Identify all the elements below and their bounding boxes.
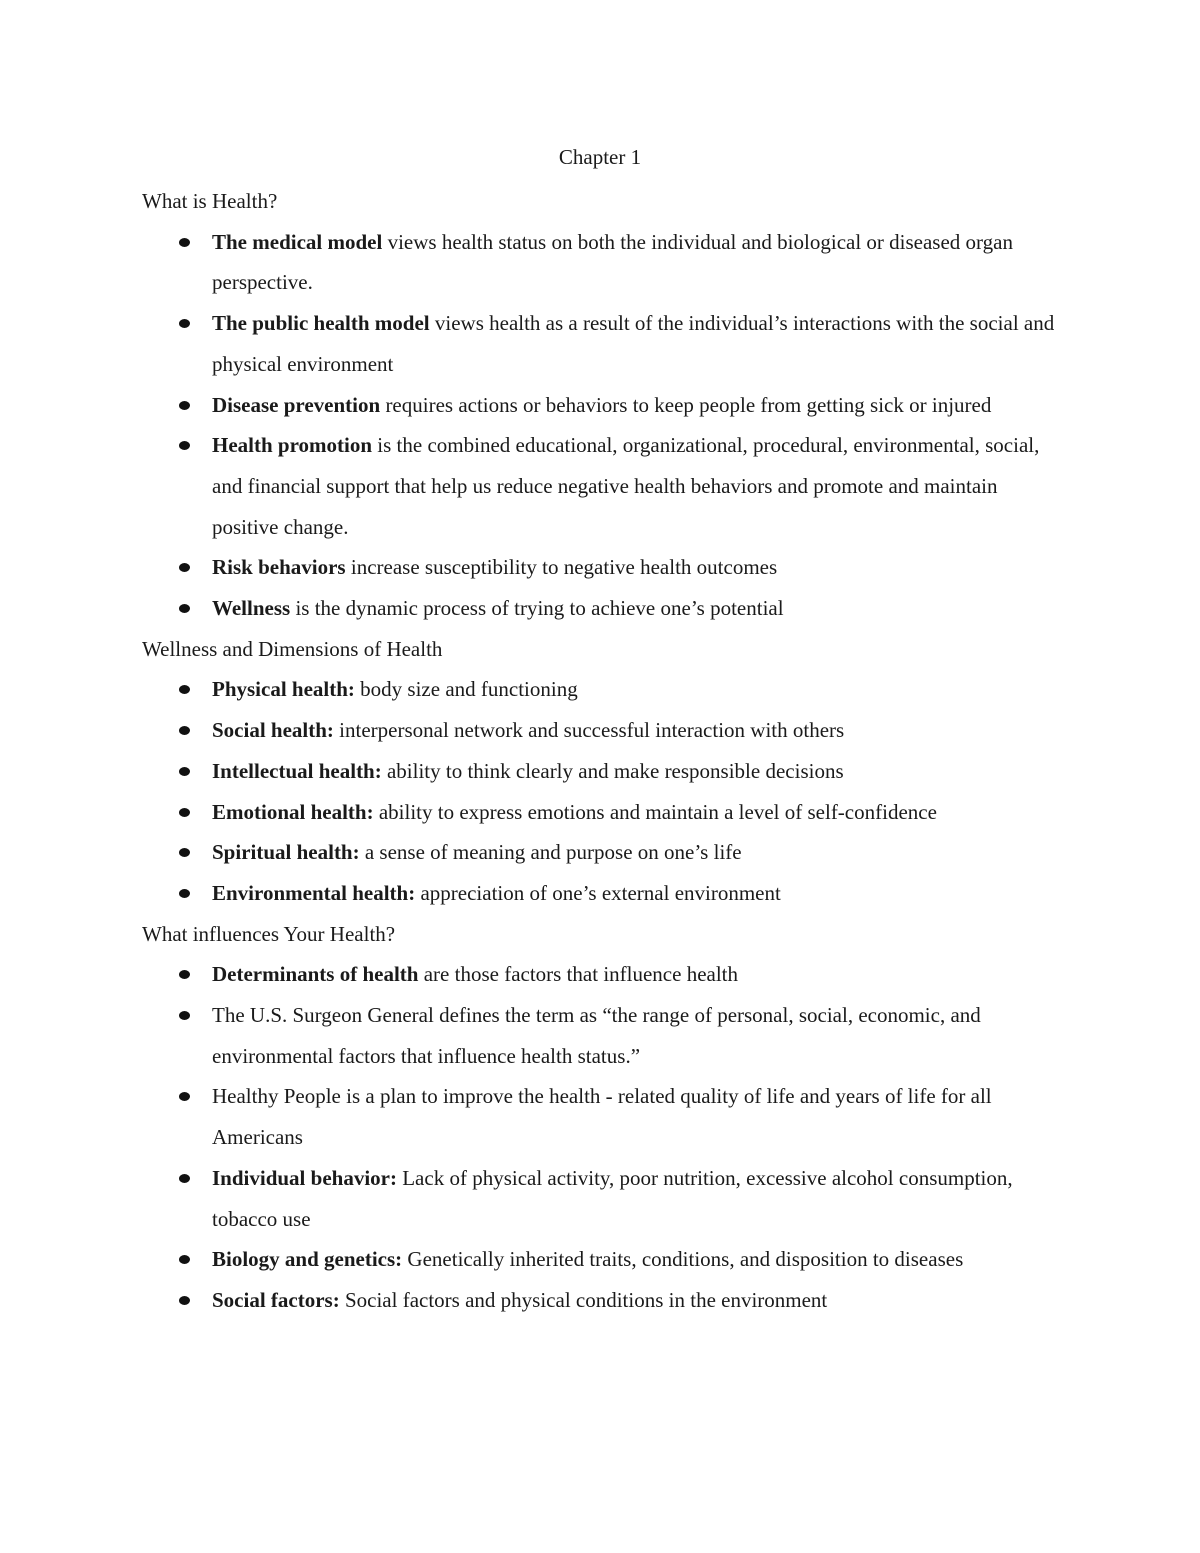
section-wellness-dimensions bbox=[142, 629, 1072, 914]
list-item bbox=[142, 1076, 1072, 1157]
item-term: Determinants of health bbox=[212, 962, 419, 987]
bullet-icon bbox=[179, 1092, 190, 1101]
bullet-icon bbox=[179, 889, 190, 898]
list-item bbox=[142, 954, 1072, 995]
item-term: Wellness bbox=[212, 596, 291, 621]
list-item bbox=[142, 588, 1072, 629]
list-item bbox=[142, 385, 1072, 426]
document-body bbox=[142, 181, 1072, 1321]
section-what-is-health bbox=[142, 181, 1072, 629]
item-text: views health status on both the individual and biological or diseased organ perspective. bbox=[212, 229, 1013, 295]
item-text: increase susceptibility to negative health outcomes bbox=[345, 555, 778, 580]
bullet-icon bbox=[179, 1255, 190, 1264]
section-heading: What is Health? bbox=[142, 189, 278, 213]
bullet-icon bbox=[179, 767, 190, 776]
item-text: is the dynamic process of trying to achieve one’s potential bbox=[290, 596, 784, 621]
item-term: The medical model bbox=[212, 229, 383, 254]
item-text: requires actions or behaviors to keep people from getting sick or injured bbox=[380, 392, 992, 417]
item-term: The public health model bbox=[212, 311, 430, 336]
bullet-list bbox=[142, 954, 1072, 1320]
list-item bbox=[142, 710, 1072, 751]
item-term: Environmental health: bbox=[212, 880, 416, 905]
item-text: is the combined educational, organizational, procedural, environmental, social, and financial support that help us reduce negative health behaviors and promote and maintain positive change. bbox=[212, 433, 1040, 539]
bullet-icon bbox=[179, 604, 190, 613]
item-term: Intellectual health: bbox=[212, 758, 382, 783]
bullet-icon bbox=[179, 685, 190, 694]
item-text: are those factors that influence health bbox=[418, 962, 739, 987]
item-term: Risk behaviors bbox=[212, 555, 346, 580]
list-item bbox=[142, 832, 1072, 873]
item-term: Spiritual health: bbox=[212, 840, 360, 865]
item-term: Health promotion bbox=[212, 433, 373, 458]
item-text: Healthy People is a plan to improve the health - related quality of life and years of life for all Americans bbox=[212, 1084, 992, 1150]
list-item bbox=[142, 222, 1072, 303]
bullet-icon bbox=[179, 726, 190, 735]
list-item bbox=[142, 425, 1072, 547]
item-term: Individual behavior: bbox=[212, 1165, 397, 1190]
item-term: Social factors: bbox=[212, 1287, 340, 1312]
bullet-icon bbox=[179, 441, 190, 450]
bullet-icon bbox=[179, 1011, 190, 1020]
item-text: ability to think clearly and make responsible decisions bbox=[381, 758, 844, 783]
item-text: Lack of physical activity, poor nutrition, excessive alcohol consumption, tobacco use bbox=[212, 1165, 1013, 1231]
item-term: Social health: bbox=[212, 718, 334, 743]
item-text: ability to express emotions and maintain a level of self-confidence bbox=[373, 799, 937, 824]
item-text: The U.S. Surgeon General defines the term as “the range of personal, social, economic, and environmental factors that influence health status.” bbox=[212, 1003, 981, 1068]
list-item bbox=[142, 303, 1072, 384]
list-item bbox=[142, 669, 1072, 710]
item-text: Genetically inherited traits, conditions, and disposition to diseases bbox=[402, 1247, 964, 1272]
bullet-icon bbox=[179, 401, 190, 410]
bullet-list bbox=[142, 669, 1072, 913]
item-term: Disease prevention bbox=[212, 392, 381, 417]
bullet-icon bbox=[179, 238, 190, 247]
item-term: Biology and genetics: bbox=[212, 1247, 403, 1272]
item-term: Physical health: bbox=[212, 677, 355, 702]
list-item bbox=[142, 873, 1072, 914]
bullet-icon bbox=[179, 563, 190, 572]
document-title: Chapter 1 bbox=[558, 145, 642, 169]
item-term: Emotional health: bbox=[212, 799, 374, 824]
bullet-icon bbox=[179, 319, 190, 328]
list-item bbox=[142, 1158, 1072, 1239]
list-item bbox=[142, 1280, 1072, 1321]
item-text: views health as a result of the individual’s interactions with the social and physical environment bbox=[212, 311, 1055, 376]
list-item bbox=[142, 547, 1072, 588]
section-heading: What influences Your Health? bbox=[142, 921, 396, 946]
item-text: a sense of meaning and purpose on one’s life bbox=[359, 840, 742, 865]
item-text: Social factors and physical conditions in the environment bbox=[339, 1287, 828, 1312]
item-text: body size and functioning bbox=[354, 677, 578, 702]
bullet-icon bbox=[179, 1296, 190, 1305]
bullet-list bbox=[142, 222, 1072, 629]
list-item bbox=[142, 995, 1072, 1076]
item-text: interpersonal network and successful interaction with others bbox=[333, 718, 845, 743]
section-what-influences-health bbox=[142, 914, 1072, 1321]
item-text: appreciation of one’s external environment bbox=[415, 880, 781, 905]
list-item bbox=[142, 792, 1072, 833]
bullet-icon bbox=[179, 1174, 190, 1183]
bullet-icon bbox=[179, 970, 190, 979]
list-item bbox=[142, 1239, 1072, 1280]
bullet-icon bbox=[179, 848, 190, 857]
bullet-icon bbox=[179, 808, 190, 817]
list-item bbox=[142, 751, 1072, 792]
section-heading: Wellness and Dimensions of Health bbox=[142, 636, 443, 661]
